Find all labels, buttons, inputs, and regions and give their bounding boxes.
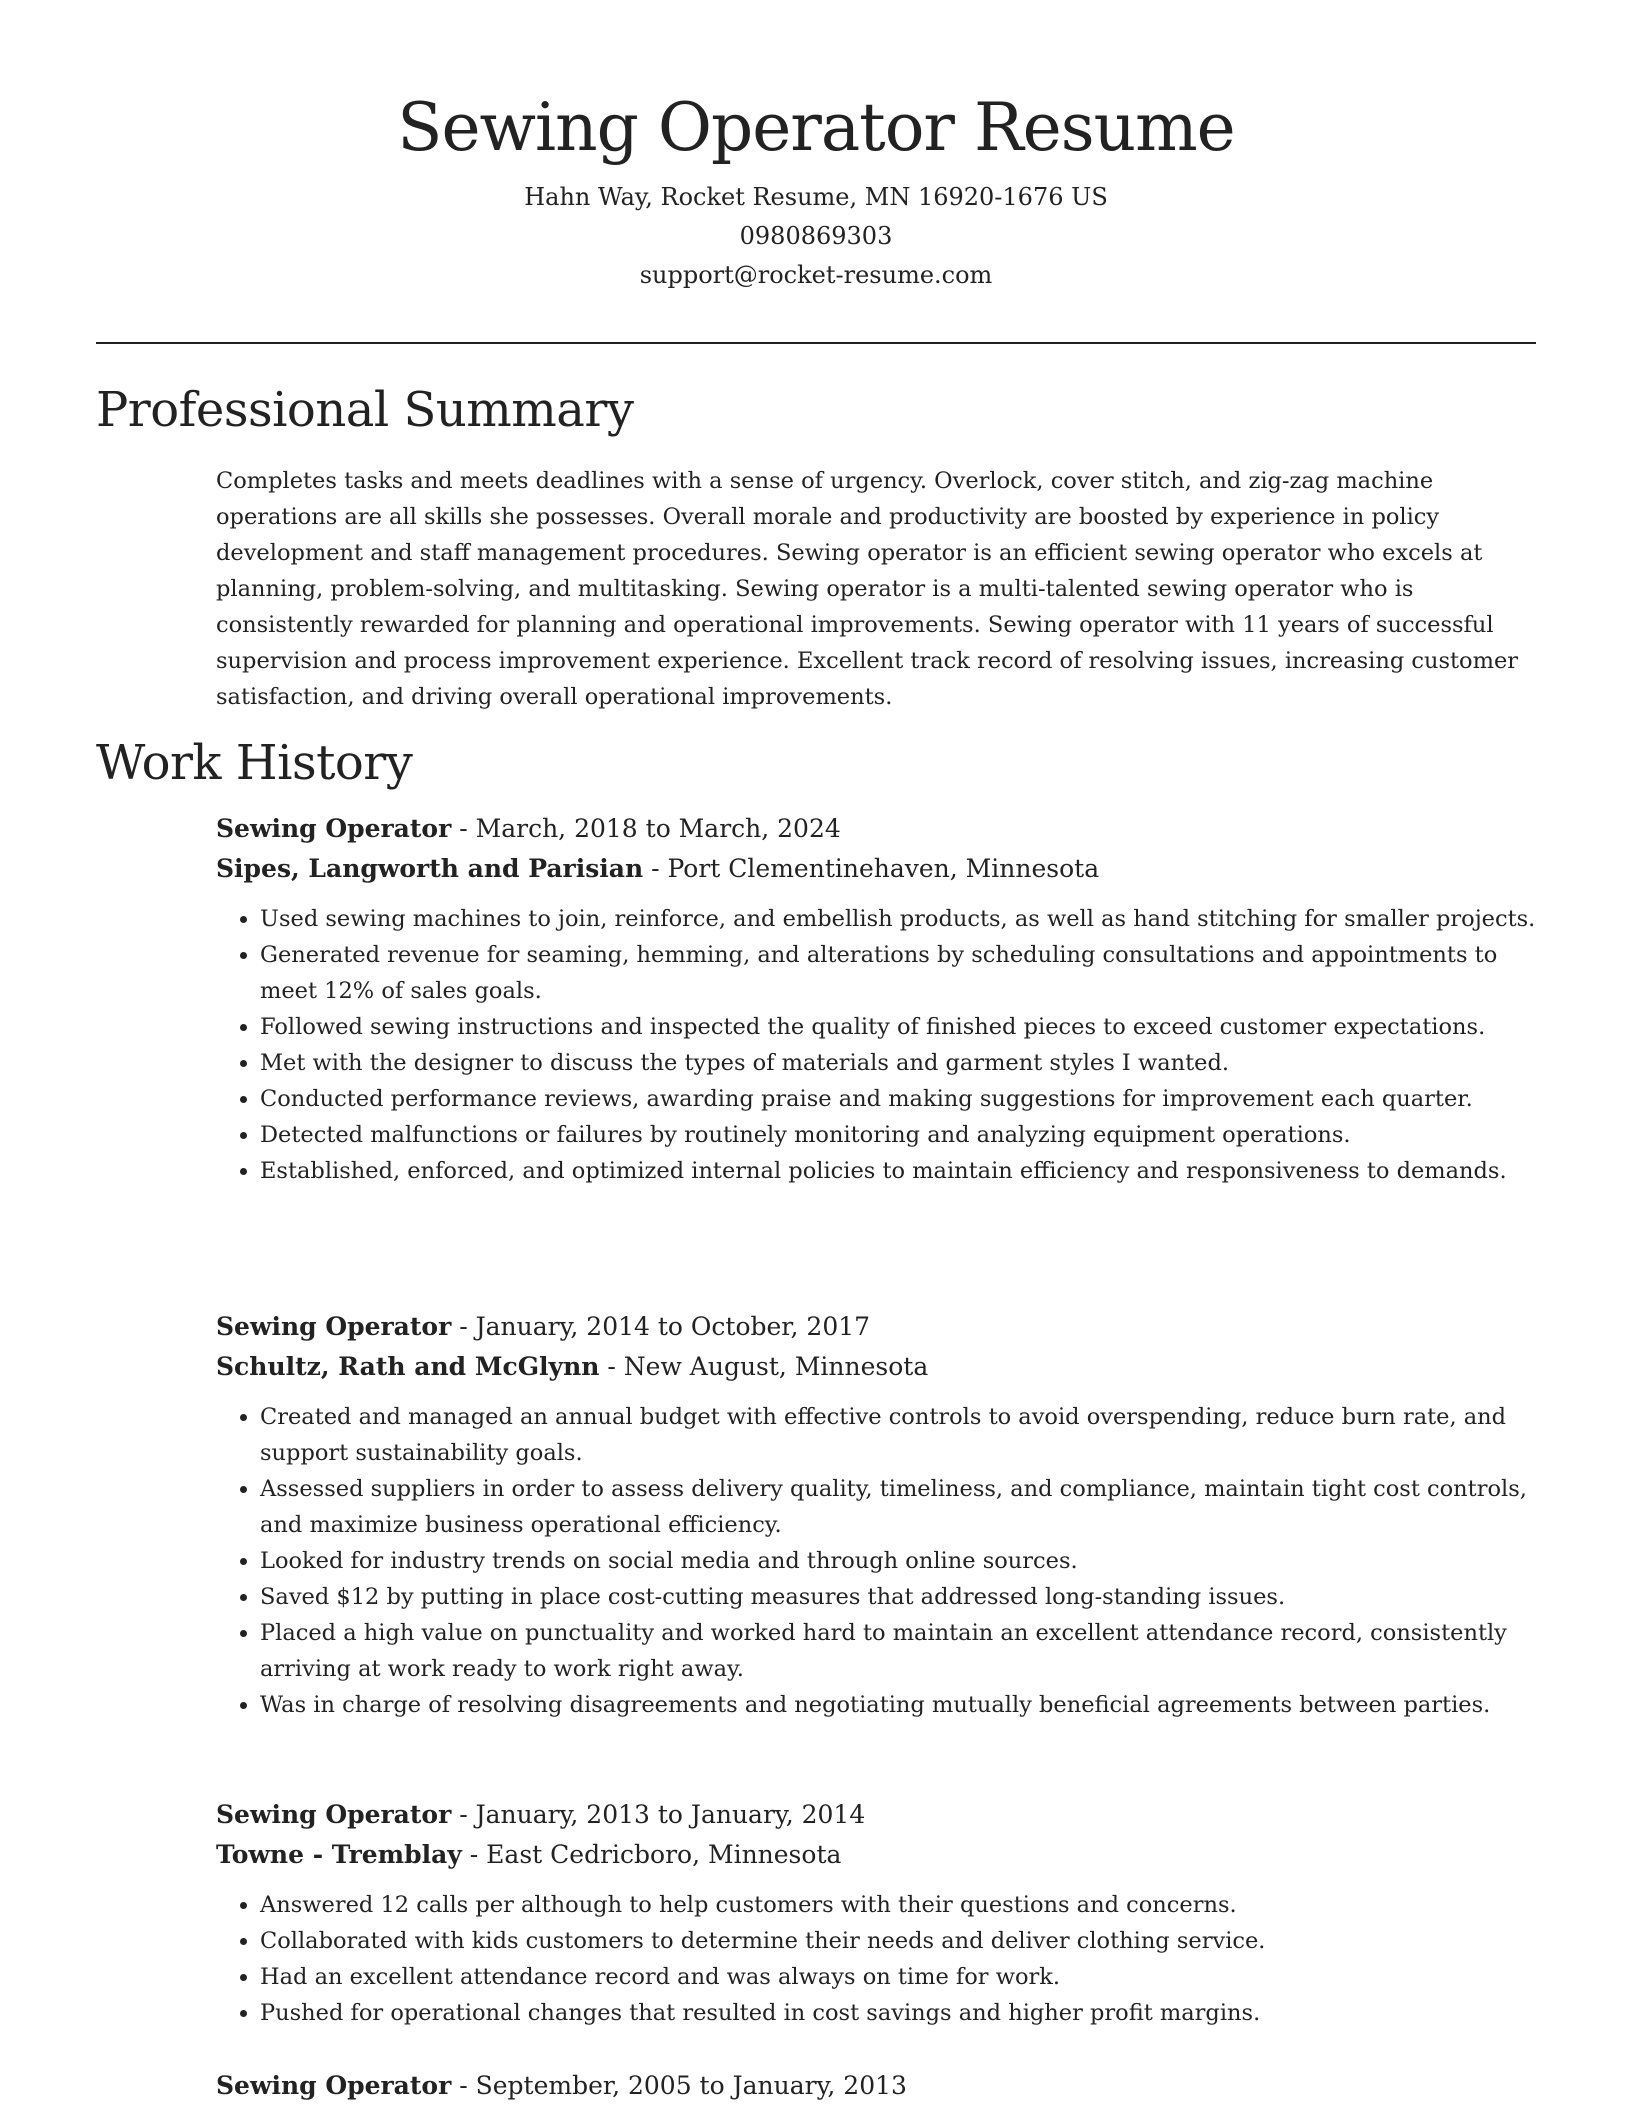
job-dates: - January, 2013 to January, 2014: [451, 1800, 866, 1829]
job-dates: - September, 2005 to January, 2013: [451, 2071, 907, 2100]
job-entry: [216, 809, 1541, 1189]
job-bullet: • Generated revenue for seaming, hemming, and alterations by scheduling consultations and appointments to meet 12% of sales goals.: [260, 937, 1541, 1009]
job-bullet: • Answered 12 calls per although to help customers with their questions and concerns.: [260, 1887, 1541, 1923]
job-bullet: • Was in charge of resolving disagreements and negotiating mutually beneficial agreements between parties.: [260, 1687, 1541, 1723]
resume-header: [0, 80, 1632, 295]
job-title-line: [216, 1795, 1541, 1835]
job-bullet: • Detected malfunctions or failures by routinely monitoring and analyzing equipment operations.: [260, 1117, 1541, 1153]
job-bullet: • Pushed for operational changes that resulted in cost savings and higher profit margins.: [260, 1995, 1541, 2031]
job-bullet: • Placed a high value on punctuality and worked hard to maintain an excellent attendance record, consistently arriving at work ready to work right away.: [260, 1615, 1541, 1687]
job-bullet: • Saved $12 by putting in place cost-cutting measures that addressed long-standing issues.: [260, 1579, 1541, 1615]
job-company: Schultz, Rath and McGlynn: [216, 1352, 600, 1381]
job-bullet: • Conducted performance reviews, awarding praise and making suggestions for improvement each quarter.: [260, 1081, 1541, 1117]
job-bullet: • Followed sewing instructions and inspected the quality of finished pieces to exceed customer expectations.: [260, 1009, 1541, 1045]
job-title-line: [216, 809, 1541, 849]
job-company-line: [216, 1835, 1541, 1875]
job-company-line: [216, 849, 1541, 889]
job-title: Sewing Operator: [216, 2071, 452, 2100]
job-company: Towne - Tremblay: [216, 1840, 462, 1869]
job-bullet: • Used sewing machines to join, reinforce, and embellish products, as well as hand stitching for smaller projects.: [260, 901, 1541, 937]
contact-address: Hahn Way, Rocket Resume, MN 16920-1676 US: [524, 183, 1108, 211]
job-title: Sewing Operator: [216, 814, 452, 843]
job-bullet: • Created and managed an annual budget with effective controls to avoid overspending, reduce burn rate, and support sustainability goals.: [260, 1399, 1541, 1471]
job-title: Sewing Operator: [216, 1312, 452, 1341]
job-bullet: • Established, enforced, and optimized internal policies to maintain efficiency and responsiveness to demands.: [260, 1153, 1541, 1189]
job-dates: - January, 2014 to October, 2017: [451, 1312, 871, 1341]
job-bullets: [216, 901, 1541, 1189]
job-bullet: • Had an excellent attendance record and was always on time for work.: [260, 1959, 1541, 1995]
contact-block: [0, 178, 1632, 295]
job-location: - Port Clementinehaven, Minnesota: [643, 854, 1100, 883]
job-bullet: • Assessed suppliers in order to assess delivery quality, timeliness, and compliance, maintain tight cost controls, and maximize business operational efficiency.: [260, 1471, 1541, 1543]
job-company-line: [216, 1347, 1541, 1387]
job-title: Sewing Operator: [216, 1800, 452, 1829]
job-title-line: [216, 1307, 1541, 1347]
job-entry: [216, 2066, 1541, 2106]
summary-text: Completes tasks and meets deadlines with a sense of urgency. Overlock, cover stitch, and zig-zag machine operations are all skills she possesses. Overall morale and productivity are boosted by experience in policy development and staff management procedures. Sewing operator is an efficient sewing operator who excels at planning, problem-solving, and multitasking. Sewing operator is a multi-talented sewing operator who is consistently rewarded for planning and operational improvements. Sewing operator with 11 years of successful supervision and process improvement experience. Excellent track record of resolving issues, increasing customer satisfaction, and driving overall operational improvements.: [216, 468, 1519, 710]
resume-name: Sewing Operator Resume: [397, 89, 1235, 166]
contact-phone: 0980869303: [739, 222, 893, 250]
section-title-work-history: Work History: [96, 735, 413, 791]
job-location: - East Cedricboro, Minnesota: [461, 1840, 842, 1869]
job-entry: [216, 1307, 1541, 1723]
job-bullet: • Met with the designer to discuss the types of materials and garment styles I wanted.: [260, 1045, 1541, 1081]
job-entry: [216, 1795, 1541, 2031]
section-title-summary: Professional Summary: [96, 382, 634, 438]
job-bullet: • Looked for industry trends on social media and through online sources.: [260, 1543, 1541, 1579]
job-company: Sipes, Langworth and Parisian: [216, 854, 644, 883]
job-dates: - March, 2018 to March, 2024: [451, 814, 841, 843]
contact-email: support@rocket-resume.com: [639, 261, 993, 289]
header-divider: [96, 342, 1536, 344]
job-title-line: [216, 2066, 1541, 2106]
job-location: - New August, Minnesota: [599, 1352, 929, 1381]
job-bullet: • Collaborated with kids customers to determine their needs and deliver clothing service.: [260, 1923, 1541, 1959]
job-bullets: [216, 1887, 1541, 2031]
job-bullets: [216, 1399, 1541, 1723]
